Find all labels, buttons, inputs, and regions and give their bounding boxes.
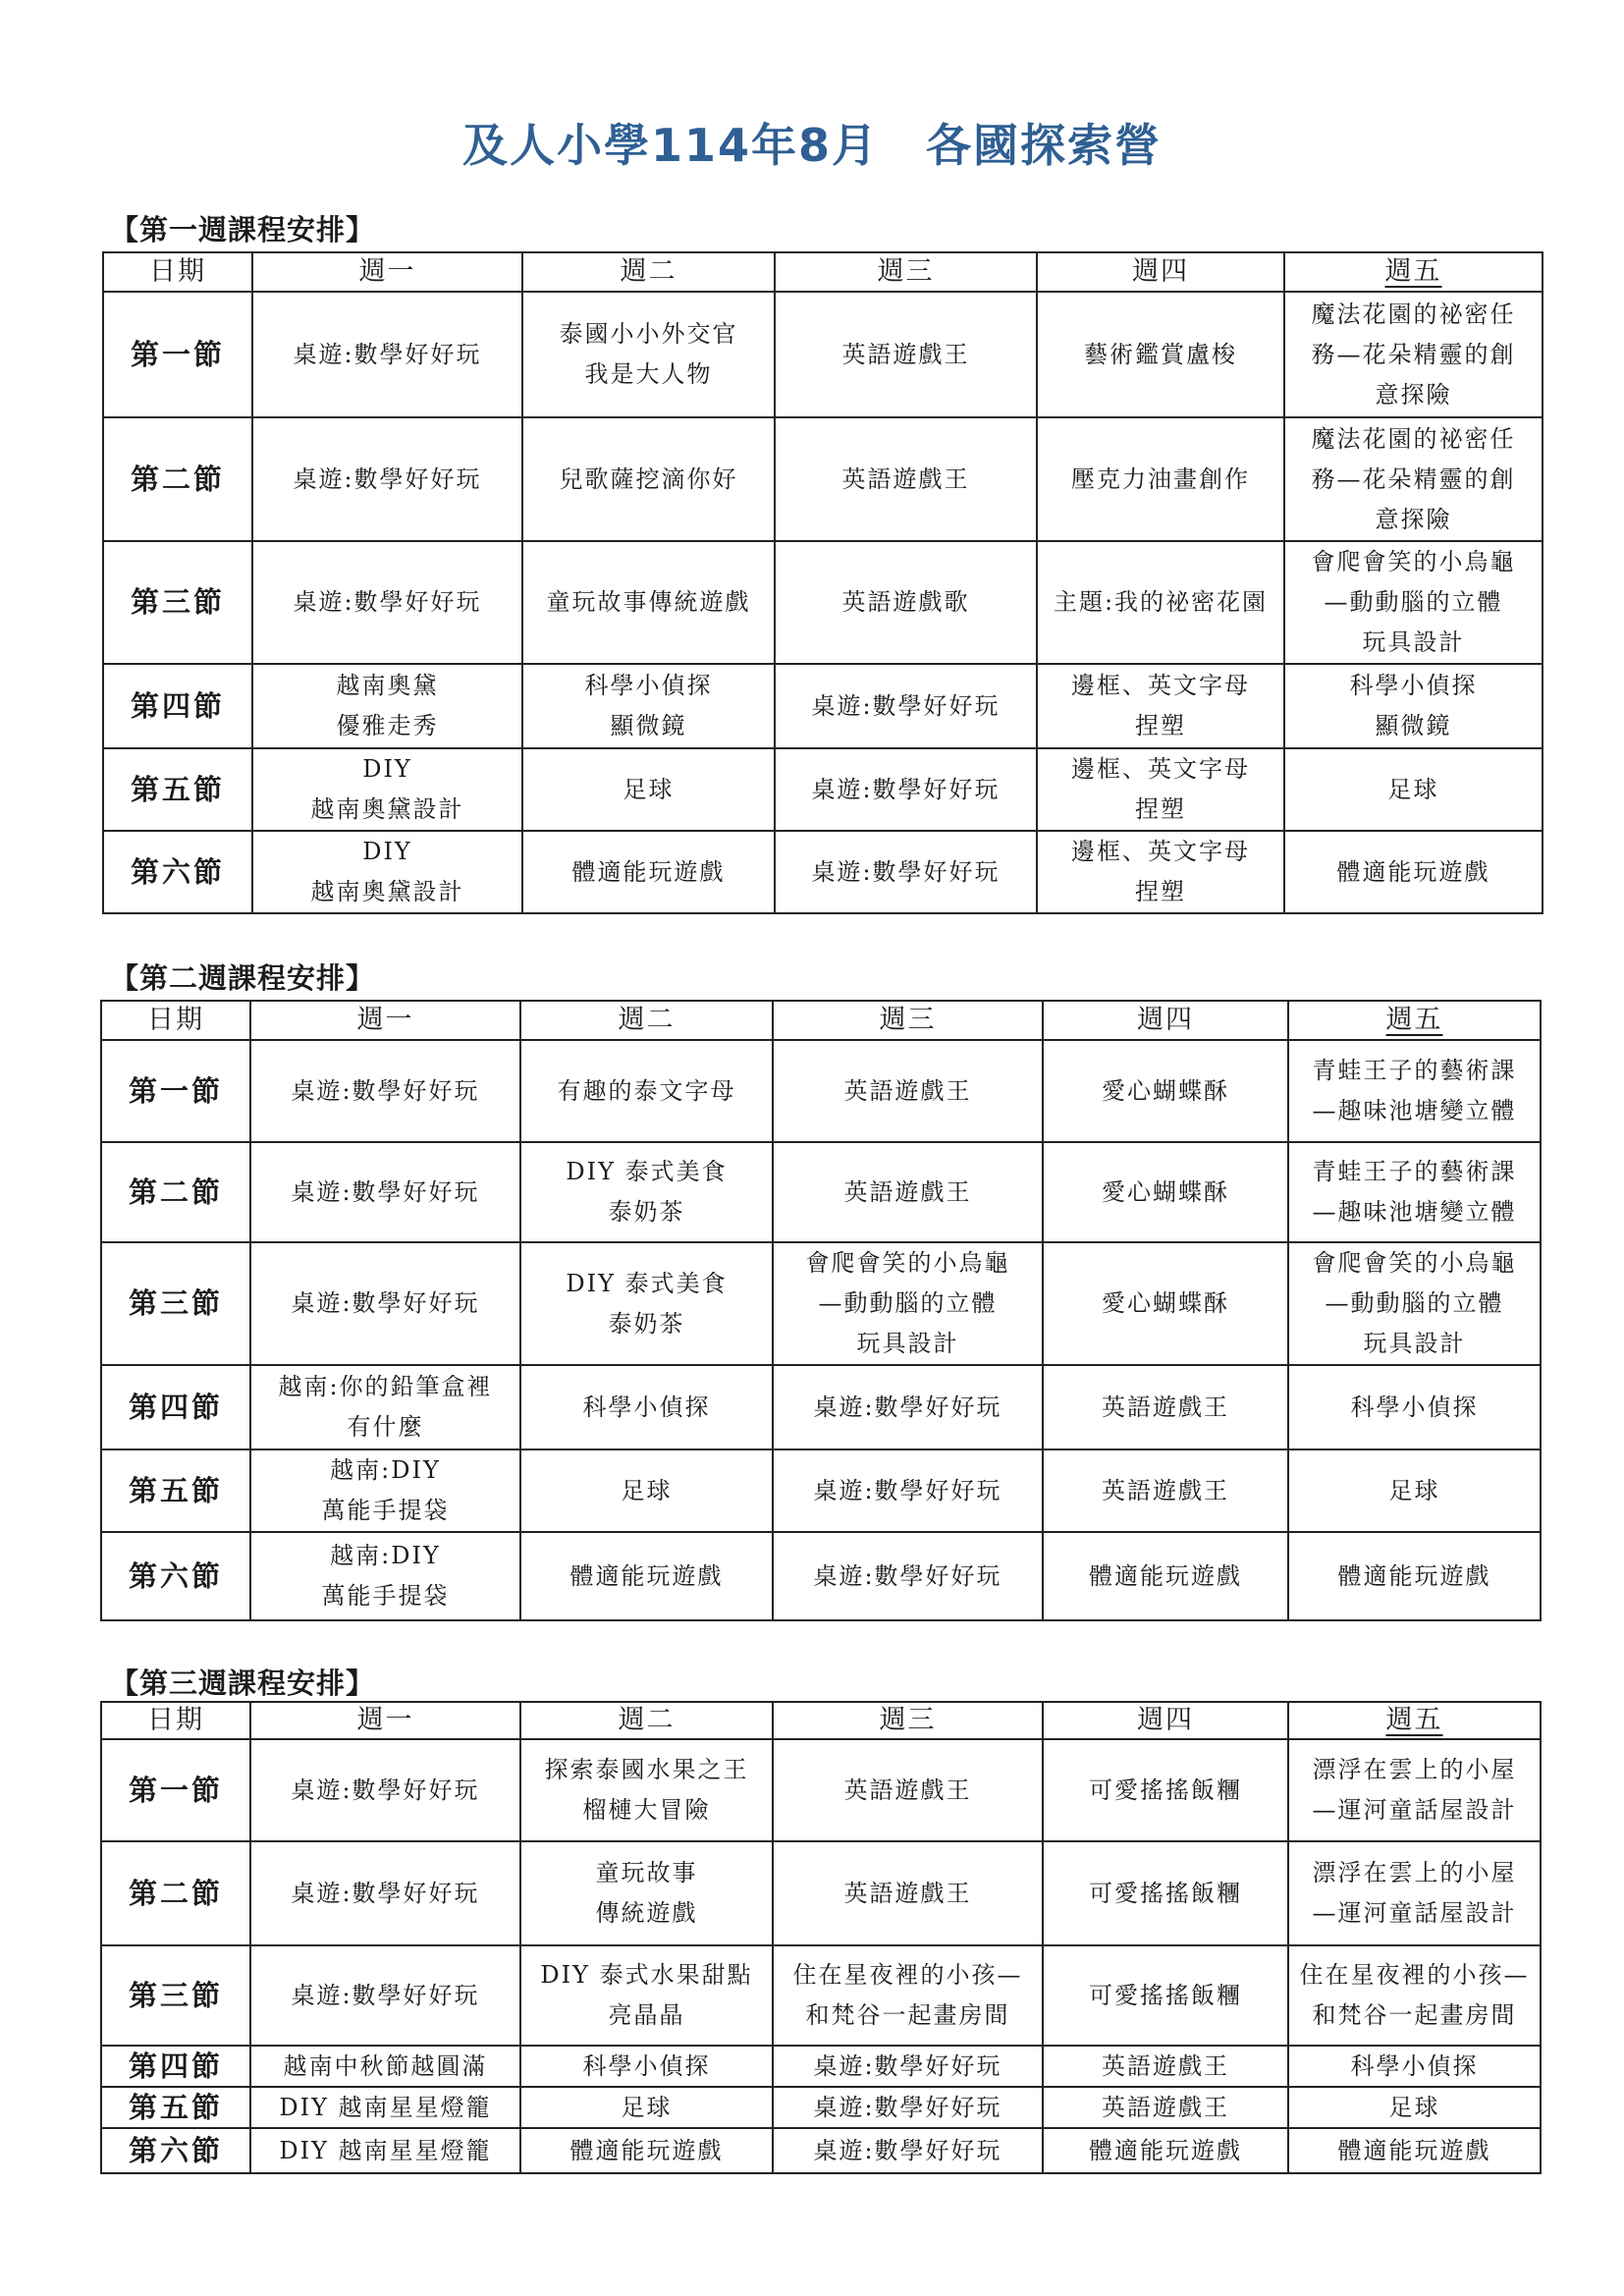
cell-line: 桌遊:數學好好玩 xyxy=(293,340,482,368)
schedule-cell xyxy=(250,1242,520,1365)
schedule-cell xyxy=(1043,1142,1288,1242)
schedule-cell xyxy=(1043,1739,1288,1841)
header-day: 週四 xyxy=(1043,1001,1288,1040)
schedule-cell xyxy=(773,1945,1043,2046)
header-day: 週三 xyxy=(773,1001,1043,1040)
schedule-cell xyxy=(773,1365,1043,1449)
page-title: 及人小學114年8月 各國探索營 xyxy=(461,119,1163,172)
schedule-cell xyxy=(252,292,522,417)
cell-line: 愛心蝴蝶酥 xyxy=(1102,1289,1229,1317)
period-label: 第六節 xyxy=(101,1532,250,1620)
cell-line: —運河童話屋設計 xyxy=(1312,1796,1517,1824)
cell-line: 英語遊戲王 xyxy=(1102,2052,1229,2080)
cell-line: 漂浮在雲上的小屋 xyxy=(1312,1756,1517,1783)
cell-line: 桌遊:數學好好玩 xyxy=(293,465,482,493)
period-label: 第六節 xyxy=(101,2128,250,2173)
cell-line: 青蛙王子的藝術課 xyxy=(1312,1057,1517,1084)
header-date: 日期 xyxy=(103,252,252,292)
cell-line: —動動腦的立體 xyxy=(1325,1289,1504,1317)
cell-line: 足球 xyxy=(1388,1476,1440,1504)
schedule-cell xyxy=(1288,2046,1541,2087)
schedule-cell xyxy=(520,2046,773,2087)
cell-line: 可愛搖搖飯糰 xyxy=(1089,1776,1242,1804)
header-day: 週二 xyxy=(520,1702,773,1739)
table-row xyxy=(103,417,1543,541)
period-label: 第三節 xyxy=(101,1945,250,2046)
schedule-cell xyxy=(1043,1365,1288,1449)
schedule-cell xyxy=(1288,1142,1541,1242)
cell-line: 泰奶茶 xyxy=(608,1309,685,1338)
cell-line: 兒歌薩挖滴你好 xyxy=(559,465,738,493)
cell-line: 玩具設計 xyxy=(1362,629,1465,656)
schedule-cell xyxy=(773,1242,1043,1365)
header-date: 日期 xyxy=(101,1001,250,1040)
cell-line: 桌遊:數學好好玩 xyxy=(813,2052,1002,2080)
cell-line: 越南奧黛設計 xyxy=(310,795,464,823)
schedule-cell xyxy=(1288,1739,1541,1841)
cell-line: 科學小偵探 xyxy=(582,1393,711,1421)
schedule-cell xyxy=(522,748,775,831)
cell-line: 足球 xyxy=(623,775,675,803)
cell-line: 壓克力油畫創作 xyxy=(1071,465,1250,493)
schedule-cell xyxy=(250,1945,520,2046)
schedule-cell xyxy=(1037,831,1284,913)
schedule-cell xyxy=(250,1040,520,1142)
table-row xyxy=(101,1841,1541,1945)
cell-line: 體適能玩遊戲 xyxy=(571,857,726,886)
schedule-cell xyxy=(520,1532,773,1620)
header-row xyxy=(101,1001,1541,1040)
period-label: 第六節 xyxy=(103,831,252,913)
cell-line: 桌遊:數學好好玩 xyxy=(293,588,482,616)
period-label: 第三節 xyxy=(101,1242,250,1365)
cell-line: 優雅走秀 xyxy=(336,712,439,739)
header-day: 週一 xyxy=(250,1001,520,1040)
cell-line: 會爬會笑的小烏龜 xyxy=(1312,1249,1517,1277)
schedule-cell xyxy=(252,831,522,913)
schedule-cell xyxy=(775,417,1037,541)
cell-line: 體適能玩遊戲 xyxy=(1336,857,1490,886)
week-1-label: 【第一週課程安排】 xyxy=(110,213,376,246)
cell-line: 桌遊:數學好好玩 xyxy=(813,2094,1002,2121)
schedule-cell xyxy=(1043,2087,1288,2128)
cell-line: 英語遊戲王 xyxy=(1102,2094,1229,2121)
schedule-cell xyxy=(250,1449,520,1532)
cell-line: 住在星夜裡的小孩— xyxy=(792,1961,1023,1989)
cell-line: 童玩故事傳統遊戲 xyxy=(546,588,751,616)
cell-line: 體適能玩遊戲 xyxy=(569,2137,724,2164)
period-label: 第五節 xyxy=(101,2087,250,2128)
schedule-cell xyxy=(1288,1242,1541,1365)
period-label: 第四節 xyxy=(101,1365,250,1449)
schedule-cell xyxy=(1288,1532,1541,1620)
schedule-cell xyxy=(520,1242,773,1365)
cell-line: 我是大人物 xyxy=(584,360,713,388)
cell-line: 體適能玩遊戲 xyxy=(569,1561,724,1590)
cell-line: 體適能玩遊戲 xyxy=(1337,2137,1491,2164)
cell-line: 榴槤大冒險 xyxy=(582,1796,711,1824)
cell-line: 顯微鏡 xyxy=(1375,712,1452,739)
period-label: 第一節 xyxy=(101,1739,250,1841)
schedule-cell xyxy=(775,541,1037,664)
schedule-cell xyxy=(520,1449,773,1532)
cell-line: DIY 泰式美食 xyxy=(566,1269,728,1297)
period-label: 第一節 xyxy=(101,1040,250,1142)
cell-line: 桌遊:數學好好玩 xyxy=(291,1076,480,1105)
cell-line: 越南:DIY xyxy=(330,1456,441,1484)
cell-line: 邊框、英文字母 xyxy=(1071,672,1250,699)
cell-line: 越南:你的鉛筆盒裡 xyxy=(278,1373,493,1400)
cell-line: 桌遊:數學好好玩 xyxy=(291,1776,480,1804)
schedule-cell xyxy=(250,2087,520,2128)
schedule-cell xyxy=(250,2128,520,2173)
schedule-cell xyxy=(773,1449,1043,1532)
cell-line: 桌遊:數學好好玩 xyxy=(291,1879,480,1907)
week-3-label: 【第三週課程安排】 xyxy=(110,1667,376,1700)
table-row xyxy=(103,748,1543,831)
schedule-cell xyxy=(1043,2046,1288,2087)
header-day: 週三 xyxy=(775,252,1037,292)
cell-line: 科學小偵探 xyxy=(1349,672,1478,699)
schedule-cell xyxy=(773,2046,1043,2087)
schedule-cell xyxy=(773,1739,1043,1841)
cell-line: 務—花朵精靈的創 xyxy=(1311,340,1516,368)
schedule-cell xyxy=(520,2128,773,2173)
cell-line: 英語遊戲王 xyxy=(841,465,970,493)
schedule-cell xyxy=(1288,2128,1541,2173)
schedule-cell xyxy=(520,1365,773,1449)
schedule-cell xyxy=(522,831,775,913)
schedule-cell xyxy=(250,1841,520,1945)
table-row xyxy=(101,1142,1541,1242)
table-row xyxy=(103,541,1543,664)
table-row xyxy=(103,664,1543,748)
schedule-cell xyxy=(1037,292,1284,417)
schedule-cell xyxy=(520,1945,773,2046)
schedule-cell xyxy=(522,292,775,417)
header-date: 日期 xyxy=(101,1702,250,1739)
cell-line: 可愛搖搖飯糰 xyxy=(1089,1879,1242,1907)
cell-line: 萬能手提袋 xyxy=(321,1497,450,1524)
header-row xyxy=(101,1702,1541,1739)
table-row xyxy=(101,2128,1541,2173)
table-row xyxy=(101,1040,1541,1142)
cell-line: 越南奧黛 xyxy=(336,672,439,699)
cell-line: 捏塑 xyxy=(1135,795,1186,823)
period-label: 第五節 xyxy=(101,1449,250,1532)
cell-line: 英語遊戲王 xyxy=(843,1776,972,1804)
cell-line: 桌遊:數學好好玩 xyxy=(811,857,1001,886)
week-1-table xyxy=(102,251,1543,914)
schedule-cell xyxy=(1284,664,1543,748)
schedule-cell xyxy=(1288,1449,1541,1532)
schedule-cell xyxy=(1284,541,1543,664)
cell-line: —動動腦的立體 xyxy=(1324,588,1503,616)
schedule-cell xyxy=(1288,1945,1541,2046)
schedule-cell xyxy=(252,417,522,541)
cell-line: DIY 泰式水果甜點 xyxy=(540,1961,753,1989)
schedule-cell xyxy=(1037,541,1284,664)
schedule-cell xyxy=(522,664,775,748)
header-row xyxy=(103,252,1543,292)
cell-line: DIY 泰式美食 xyxy=(566,1158,728,1185)
schedule-cell xyxy=(1288,1040,1541,1142)
schedule-cell xyxy=(250,1532,520,1620)
period-label: 第一節 xyxy=(103,292,252,417)
cell-line: 泰國小小外交官 xyxy=(559,320,738,348)
table-row xyxy=(101,1449,1541,1532)
cell-line: 邊框、英文字母 xyxy=(1071,755,1250,783)
header-day: 週二 xyxy=(520,1001,773,1040)
cell-line: 玩具設計 xyxy=(856,1330,959,1357)
schedule-cell xyxy=(1043,2128,1288,2173)
cell-line: 有趣的泰文字母 xyxy=(557,1076,736,1105)
cell-line: 英語遊戲王 xyxy=(1102,1476,1229,1504)
period-label: 第三節 xyxy=(103,541,252,664)
cell-line: 桌遊:數學好好玩 xyxy=(813,1476,1002,1504)
cell-line: 捏塑 xyxy=(1135,712,1186,739)
cell-line: 愛心蝴蝶酥 xyxy=(1102,1177,1229,1206)
cell-line: 科學小偵探 xyxy=(1350,2052,1479,2080)
period-label: 第四節 xyxy=(101,2046,250,2087)
cell-line: 捏塑 xyxy=(1135,878,1186,905)
cell-line: 魔法花園的祕密任 xyxy=(1311,300,1516,328)
week-2-label: 【第二週課程安排】 xyxy=(110,961,376,995)
cell-line: —動動腦的立體 xyxy=(818,1289,998,1317)
cell-line: 桌遊:數學好好玩 xyxy=(813,1561,1002,1590)
schedule-cell xyxy=(775,831,1037,913)
schedule-cell xyxy=(773,2128,1043,2173)
table-row xyxy=(103,831,1543,913)
cell-line: 足球 xyxy=(1388,2094,1440,2121)
cell-line: 務—花朵精靈的創 xyxy=(1311,465,1516,493)
cell-line: 意探險 xyxy=(1375,380,1452,409)
cell-line: 桌遊:數學好好玩 xyxy=(291,1289,480,1317)
schedule-cell xyxy=(775,664,1037,748)
schedule-cell xyxy=(1043,1040,1288,1142)
header-day: 週五 xyxy=(1288,1702,1541,1739)
header-day: 週四 xyxy=(1043,1702,1288,1739)
period-label: 第五節 xyxy=(103,748,252,831)
table-row xyxy=(101,1945,1541,2046)
schedule-cell xyxy=(252,748,522,831)
cell-line: 越南:DIY xyxy=(330,1542,441,1569)
schedule-cell xyxy=(252,541,522,664)
schedule-cell xyxy=(775,292,1037,417)
table-row xyxy=(103,292,1543,417)
schedule-cell xyxy=(520,2087,773,2128)
cell-line: 科學小偵探 xyxy=(1350,1393,1479,1421)
schedule-cell xyxy=(773,1142,1043,1242)
schedule-cell xyxy=(250,1142,520,1242)
schedule-cell xyxy=(520,1739,773,1841)
cell-line: DIY xyxy=(362,755,412,783)
schedule-cell xyxy=(1284,292,1543,417)
schedule-cell xyxy=(1288,2087,1541,2128)
schedule-cell xyxy=(773,1040,1043,1142)
cell-line: 邊框、英文字母 xyxy=(1071,838,1250,865)
cell-line: 探索泰國水果之王 xyxy=(544,1756,749,1783)
cell-line: 足球 xyxy=(621,2094,673,2121)
schedule-cell xyxy=(773,1532,1043,1620)
header-day: 週五 xyxy=(1288,1001,1541,1040)
period-label: 第二節 xyxy=(101,1142,250,1242)
cell-line: 魔法花園的祕密任 xyxy=(1311,424,1516,453)
schedule-cell xyxy=(520,1841,773,1945)
schedule-cell xyxy=(1037,664,1284,748)
cell-line: 桌遊:數學好好玩 xyxy=(813,2137,1002,2164)
schedule-cell xyxy=(1043,1242,1288,1365)
cell-line: 會爬會笑的小烏龜 xyxy=(1311,548,1516,575)
table-row xyxy=(101,2046,1541,2087)
period-label: 第二節 xyxy=(101,1841,250,1945)
schedule-cell xyxy=(1288,1365,1541,1449)
cell-line: 主題:我的祕密花園 xyxy=(1053,588,1269,616)
cell-line: 桌遊:數學好好玩 xyxy=(811,775,1001,803)
cell-line: 童玩故事 xyxy=(595,1859,698,1886)
schedule-cell xyxy=(520,1040,773,1142)
table-row xyxy=(101,1242,1541,1365)
table-row xyxy=(101,1365,1541,1449)
cell-line: 英語遊戲王 xyxy=(843,1076,972,1105)
period-label: 第二節 xyxy=(103,417,252,541)
header-day: 週一 xyxy=(252,252,522,292)
cell-line: 英語遊戲王 xyxy=(843,1879,972,1907)
period-label: 第四節 xyxy=(103,664,252,748)
cell-line: 泰奶茶 xyxy=(608,1198,685,1226)
schedule-cell xyxy=(773,2087,1043,2128)
cell-line: 科學小偵探 xyxy=(584,672,713,699)
cell-line: 英語遊戲歌 xyxy=(841,588,970,616)
table-row xyxy=(101,1739,1541,1841)
cell-line: 桌遊:數學好好玩 xyxy=(291,1177,480,1206)
schedule-cell xyxy=(1284,831,1543,913)
schedule-cell xyxy=(1284,417,1543,541)
schedule-cell xyxy=(1043,1449,1288,1532)
week-2-table xyxy=(100,1000,1542,1621)
schedule-cell xyxy=(520,1142,773,1242)
schedule-cell xyxy=(773,1841,1043,1945)
cell-line: 會爬會笑的小烏龜 xyxy=(805,1249,1010,1277)
schedule-cell xyxy=(522,541,775,664)
header-day: 週一 xyxy=(250,1702,520,1739)
schedule-cell xyxy=(1037,748,1284,831)
cell-line: 傳統遊戲 xyxy=(595,1899,698,1927)
schedule-cell xyxy=(250,1365,520,1449)
schedule-cell xyxy=(522,417,775,541)
cell-line: DIY 越南星星燈籠 xyxy=(279,2137,492,2164)
header-day: 週五 xyxy=(1284,252,1543,292)
schedule-cell xyxy=(250,1739,520,1841)
cell-line: 玩具設計 xyxy=(1363,1330,1466,1357)
cell-line: 桌遊:數學好好玩 xyxy=(813,1393,1002,1421)
header-day: 週四 xyxy=(1037,252,1284,292)
cell-line: 藝術鑑賞盧梭 xyxy=(1084,340,1237,368)
cell-line: DIY 越南星星燈籠 xyxy=(279,2094,492,2121)
cell-line: 桌遊:數學好好玩 xyxy=(811,691,1001,720)
schedule-cell xyxy=(1043,1532,1288,1620)
schedule-cell xyxy=(250,2046,520,2087)
cell-line: 越南中秋節越圓滿 xyxy=(283,2052,488,2080)
cell-line: 足球 xyxy=(621,1476,673,1504)
cell-line: 萬能手提袋 xyxy=(321,1582,450,1610)
schedule-cell xyxy=(1284,748,1543,831)
cell-line: DIY xyxy=(362,838,412,865)
schedule-cell xyxy=(1043,1841,1288,1945)
cell-line: 有什麼 xyxy=(347,1413,424,1441)
schedule-cell xyxy=(775,748,1037,831)
cell-line: 體適能玩遊戲 xyxy=(1089,1561,1242,1590)
cell-line: 亮晶晶 xyxy=(608,2001,685,2029)
cell-line: 英語遊戲王 xyxy=(841,340,970,368)
cell-line: 越南奧黛設計 xyxy=(310,878,464,905)
cell-line: 英語遊戲王 xyxy=(843,1177,972,1206)
cell-line: 可愛搖搖飯糰 xyxy=(1089,1981,1242,2009)
schedule-cell xyxy=(1288,1841,1541,1945)
table-row xyxy=(101,1532,1541,1620)
cell-line: 意探險 xyxy=(1375,505,1452,533)
cell-line: 青蛙王子的藝術課 xyxy=(1312,1158,1517,1185)
week-3-table xyxy=(100,1701,1542,2174)
schedule-cell xyxy=(252,664,522,748)
header-day: 週二 xyxy=(522,252,775,292)
cell-line: 和梵谷一起畫房間 xyxy=(1312,2001,1517,2029)
cell-line: —運河童話屋設計 xyxy=(1312,1899,1517,1927)
cell-line: 體適能玩遊戲 xyxy=(1089,2137,1242,2164)
cell-line: 英語遊戲王 xyxy=(1102,1393,1229,1421)
cell-line: 漂浮在雲上的小屋 xyxy=(1312,1859,1517,1886)
cell-line: 愛心蝴蝶酥 xyxy=(1102,1076,1229,1105)
cell-line: —趣味池塘變立體 xyxy=(1312,1198,1517,1226)
cell-line: 住在星夜裡的小孩— xyxy=(1299,1961,1530,1989)
cell-line: 體適能玩遊戲 xyxy=(1337,1561,1491,1590)
schedule-cell xyxy=(1043,1945,1288,2046)
schedule-cell xyxy=(1037,417,1284,541)
cell-line: 桌遊:數學好好玩 xyxy=(291,1981,480,2009)
cell-line: —趣味池塘變立體 xyxy=(1312,1097,1517,1124)
header-day: 週三 xyxy=(773,1702,1043,1739)
cell-line: 足球 xyxy=(1387,775,1439,803)
table-row xyxy=(101,2087,1541,2128)
cell-line: 和梵谷一起畫房間 xyxy=(805,2001,1010,2029)
cell-line: 科學小偵探 xyxy=(582,2052,711,2080)
cell-line: 顯微鏡 xyxy=(610,712,687,739)
